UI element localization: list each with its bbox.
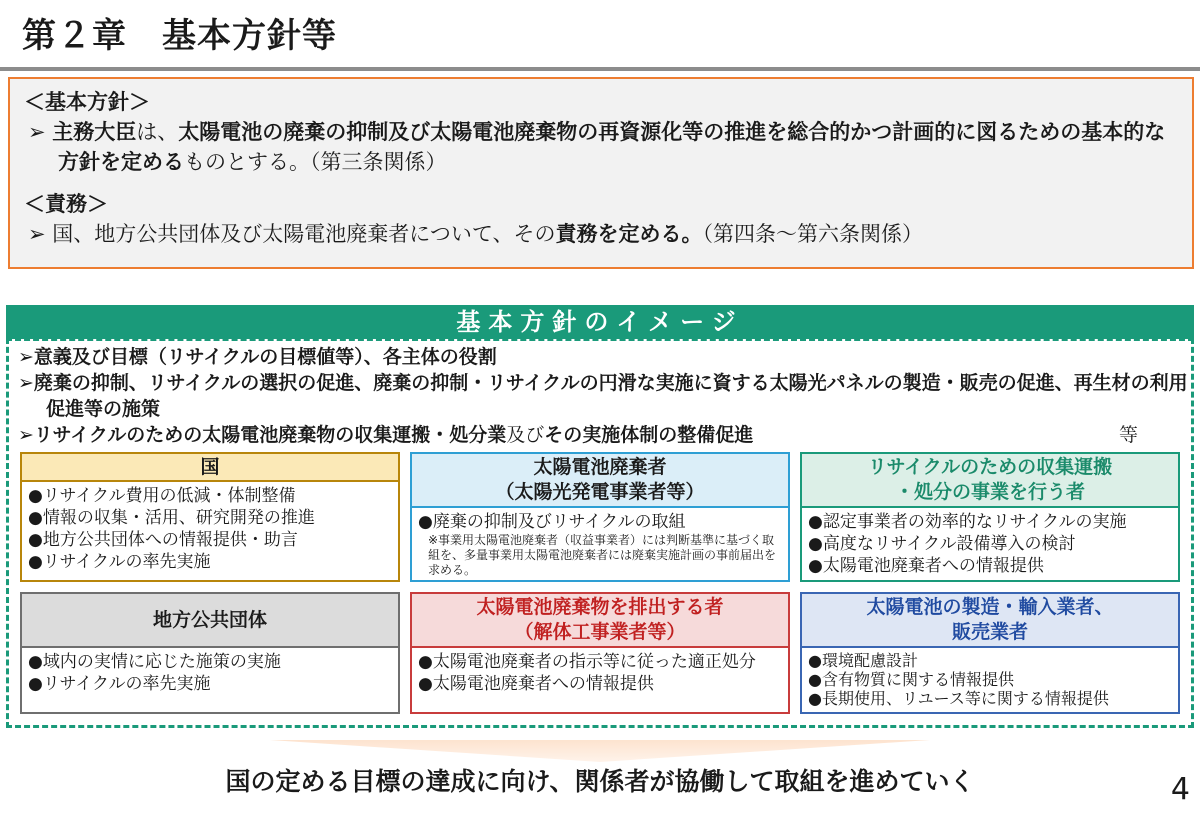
card-subtitle: ・処分の事業を行う者: [894, 481, 1085, 503]
text-bold: 主務大臣: [52, 120, 137, 144]
card-title: 地方公共団体: [152, 608, 267, 631]
bullet-arrow-icon: ➢: [18, 372, 34, 394]
bullet-arrow-icon: ➢: [28, 120, 46, 144]
card-item: ●地方公共団体への情報提供・助言: [28, 530, 298, 550]
etc-label: 等: [1118, 424, 1138, 446]
basic-policy-text: [24, 117, 1178, 177]
card-kuni: [20, 452, 400, 582]
card-haishutsu: [410, 592, 790, 714]
card-item: ●リサイクルの率先実施: [28, 552, 211, 572]
card-item: ●含有物質に関する情報提供: [808, 670, 1014, 689]
text-normal: は、: [136, 120, 179, 144]
text-bold: 責務を定める。: [555, 222, 703, 246]
card-recycle: [800, 452, 1180, 582]
responsibility-text: [24, 219, 1178, 249]
card-item: ●リサイクル費用の低減・体制整備: [28, 486, 296, 506]
card-subtitle: （解体工事業者等）: [514, 621, 686, 643]
card-subtitle: 販売業者: [951, 621, 1028, 643]
card-item: ●高度なリサイクル設備導入の検討: [808, 534, 1076, 554]
card-title: 太陽電池廃棄者: [533, 456, 667, 478]
card-seizo: [800, 592, 1180, 714]
down-arrow-icon: [270, 740, 930, 762]
basic-policy-heading: ＜基本方針＞: [24, 90, 150, 114]
card-title: リサイクルのための収集運搬: [867, 456, 1113, 478]
responsibility-heading: ＜責務＞: [24, 192, 108, 216]
card-title: 国: [200, 455, 220, 478]
card-subtitle: （太陽光発電事業者等）: [495, 481, 705, 503]
page-title: 第２章 基本方針等: [22, 16, 337, 56]
card-item: ●情報の収集・活用、研究開発の推進: [28, 508, 315, 528]
card-item: ●太陽電池廃棄者への情報提供: [418, 674, 654, 694]
policy-image-bullets: [18, 344, 1188, 448]
card-item: ●域内の実情に応じた施策の実施: [28, 652, 281, 672]
title-divider: [0, 67, 1200, 71]
card-item: ●長期使用、リユース等に関する情報提供: [808, 689, 1109, 708]
card-chiho: [20, 592, 400, 714]
card-item: ●認定事業者の効率的なリサイクルの実施: [808, 512, 1127, 532]
conclusion-text: 国の定める目標の達成に向け、関係者が協働して取組を進めていく: [225, 767, 975, 796]
card-item: ●リサイクルの率先実施: [28, 674, 211, 694]
page-number: 4: [1170, 772, 1190, 807]
card-item: ●環境配慮設計: [808, 651, 918, 670]
text-normal: ものとする。（第三条関係）: [184, 150, 447, 174]
text-normal: （第四条～第六条関係）: [702, 222, 923, 246]
bullet-arrow-icon: ➢: [18, 346, 34, 368]
bullet-line: ➢リサイクルのための太陽電池廃棄物の収集運搬・処分業及びその実施体制の整備促進: [18, 424, 754, 446]
text-bold: 太陽電池の廃棄の抑制及び太陽電池廃棄物の再資源化等の推進を総合的かつ計画的に図るための基本的な方針を定める: [58, 120, 1166, 174]
bullet-line: ➢意義及び目標（リサイクルの目標値等）、各主体の役割: [18, 346, 497, 368]
card-note: ※事業用太陽電池廃棄者（収益事業者）には判断基準に基づく取組を、多量事業用太陽電池廃棄者には廃棄実施計画の事前届出を求める。: [428, 533, 777, 577]
card-title: 太陽電池廃棄物を排出する者: [476, 596, 724, 618]
text-normal: 国、地方公共団体及び太陽電池廃棄者について、その: [52, 222, 556, 246]
bullet-arrow-icon: ➢: [28, 222, 46, 246]
card-title: 太陽電池の製造・輸入業者、: [866, 596, 1114, 618]
card-item: ●廃棄の抑制及びリサイクルの取組: [418, 512, 686, 532]
policy-box: [8, 77, 1194, 269]
card-item: ●太陽電池廃棄者の指示等に従った適正処分: [418, 652, 756, 672]
card-item: ●太陽電池廃棄者への情報提供: [808, 556, 1044, 576]
card-haikisha: [410, 452, 790, 582]
bullet-line: ➢廃棄の抑制、リサイクルの選択の促進、廃棄の抑制・リサイクルの円滑な実施に資する太陽光パネルの製造・販売の促進、再生材の利用促進等の施策: [18, 372, 1188, 420]
policy-image-header: 基本方針のイメージ: [6, 305, 1194, 339]
bullet-arrow-icon: ➢: [18, 424, 34, 446]
